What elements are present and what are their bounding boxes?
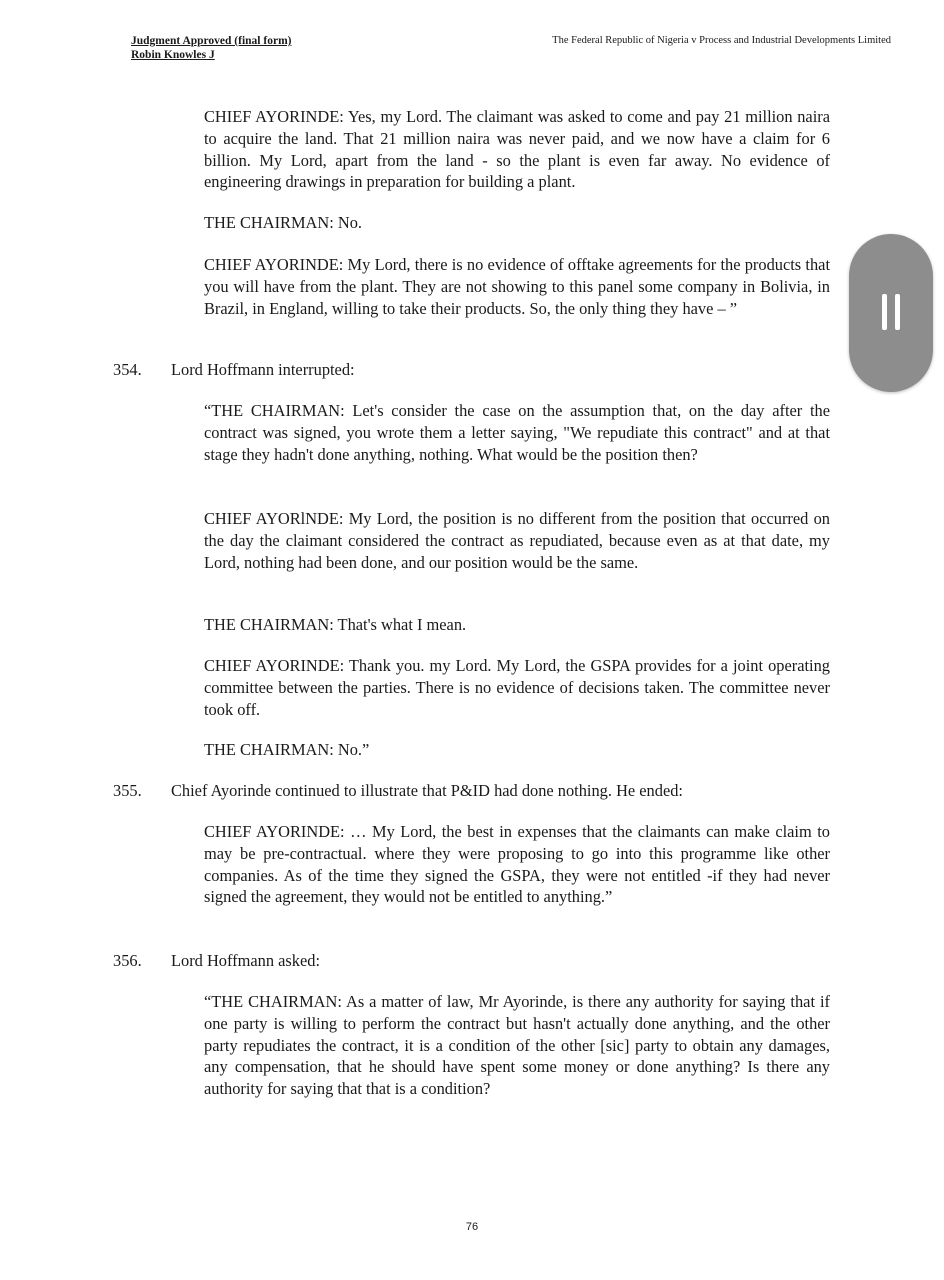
judgment-status: Judgment Approved (final form) [131, 35, 292, 47]
quote-block: CHIEF AYORINDE: Thank you. my Lord. My Lord, the GSPA provides for a joint operating committee between the parties. There is no evidence of decisions taken. The committee never took off. [204, 656, 830, 719]
quote-block: CHIEF AYORINDE: … My Lord, the best in expenses that the claimants can make claim to may be pre-contractual. where they were proposing to go into this programme like other companies. As of the time they signed the GSPA, they were not entitled -if they had never signed the agreement, they would not be entitled to anything.” [204, 822, 830, 907]
page-number: 76 [465, 1221, 479, 1233]
quote-block: “THE CHAIRMAN: As a matter of law, Mr Ayorinde, is there any authority for saying that if one party is willing to perform the contract but hasn't actually done anything, and the other party repudiates the contract, it is a condition of the other [sic] party to obtain any damages, any compensation, that he should have spent some money or done anything? Is there any authority for saying that that is a condition? [204, 992, 830, 1099]
quote-block: THE CHAIRMAN: No.” [204, 740, 370, 759]
judge-name: Robin Knowles J [131, 49, 215, 61]
quote-block: “THE CHAIRMAN: Let's consider the case on the assumption that, on the day after the contract was signed, you wrote them a letter saying, "We repudiate this contract" and at that stage they hadn't done anything, nothing. What would be the position then? [204, 401, 830, 464]
numbered-paragraph [113, 950, 320, 972]
paragraph-number: 354. [113, 360, 142, 379]
quote-block: CHIEF AYORlNDE: My Lord, the position is no different from the position that occurred on the day the claimant considered the contract as repudiated, because even as at that date, my Lord, nothing had been done, and our position would be the same. [204, 509, 830, 572]
paragraph-text: Lord Hoffmann interrupted: [171, 360, 355, 379]
paragraph-text: Chief Ayorinde continued to illustrate that P&ID had done nothing. He ended: [171, 781, 683, 800]
running-header-left [131, 34, 291, 62]
paragraph-number: 355. [113, 781, 142, 800]
case-title: The Federal Republic of Nigeria v Process and Industrial Developments Limited [552, 35, 891, 46]
quote-block: THE CHAIRMAN: No. [204, 213, 362, 232]
numbered-paragraph [113, 359, 355, 381]
quote-block: THE CHAIRMAN: That's what I mean. [204, 615, 467, 634]
paragraph-number: 356. [113, 951, 142, 970]
quote-block: CHIEF AYORINDE: My Lord, there is no evidence of offtake agreements for the products that you will have from the plant. They are not showing to this panel some company in Bolivia, in Brazil, in England, willing to take their products. So, the only thing they have – ” [204, 255, 830, 318]
quote-block: CHIEF AYORINDE: Yes, my Lord. The claimant was asked to come and pay 21 million naira to acquire the land. That 21 million naira was never paid, and we now have a claim for 6 billion. My Lord, apart from the land - so the plant is even far away. No evidence of engineering drawings in preparation for building a plant. [204, 107, 830, 192]
numbered-paragraph [113, 780, 683, 802]
paragraph-text: Lord Hoffmann asked: [171, 951, 320, 970]
scroll-handle[interactable] [849, 234, 933, 392]
